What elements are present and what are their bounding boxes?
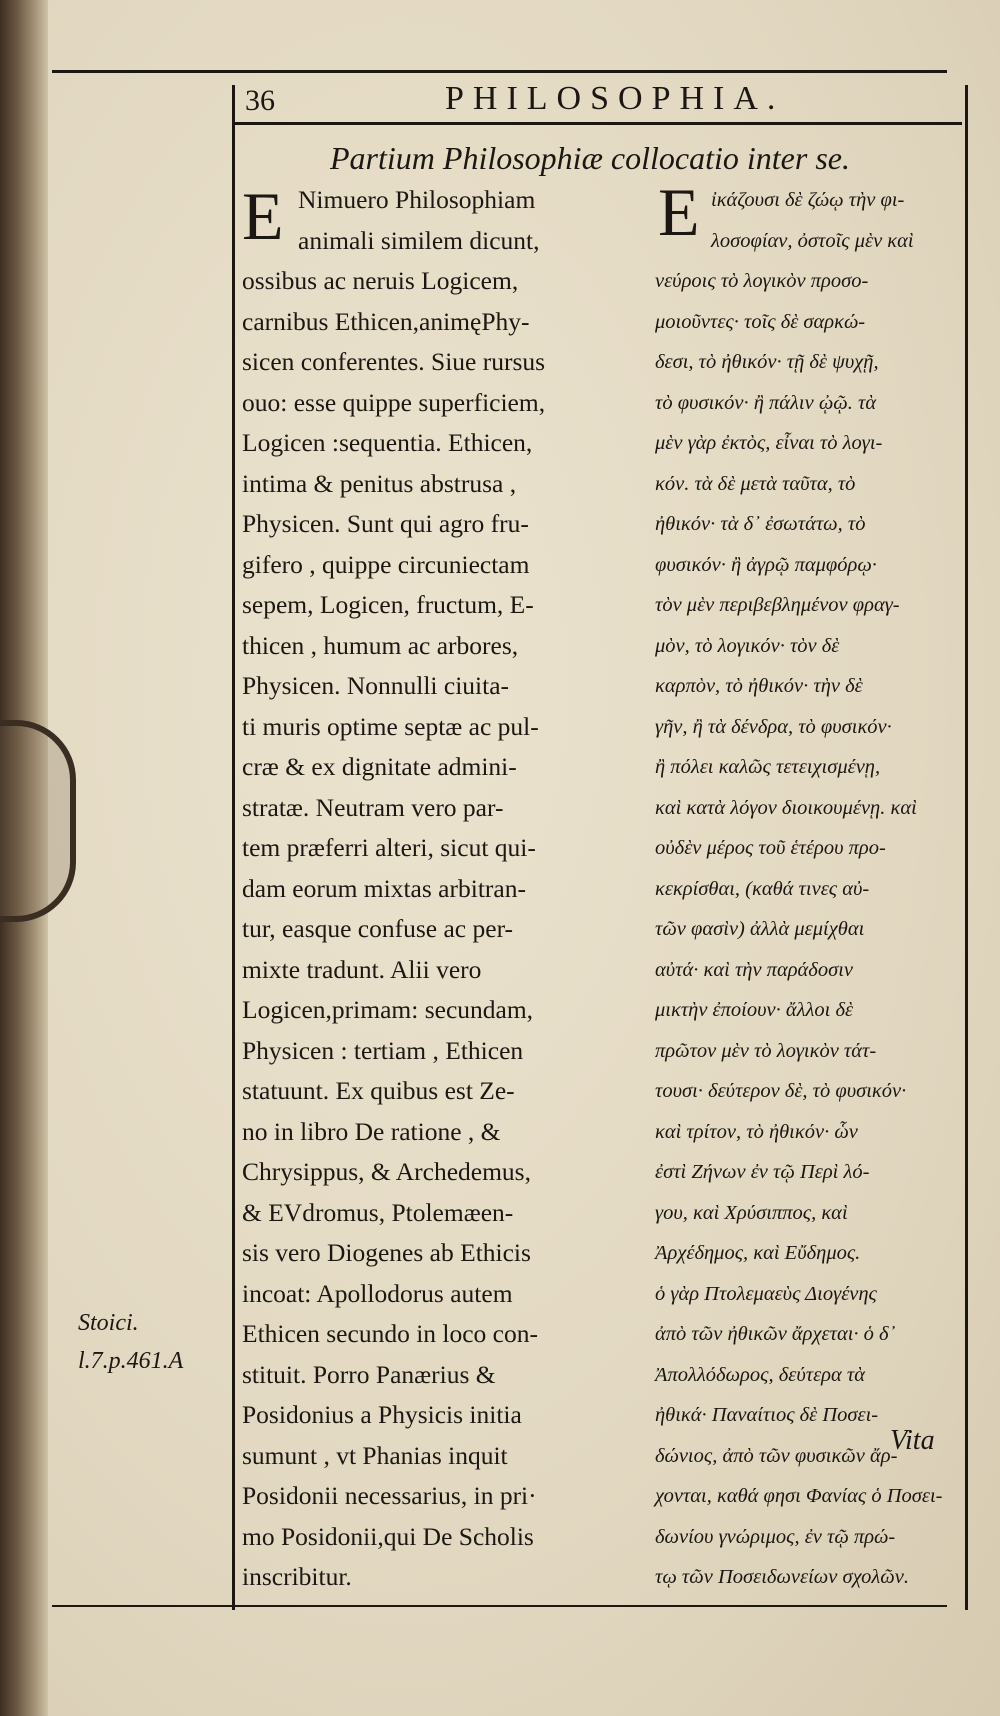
greek-line: τὸ φυσικόν· ἢ πάλιν ᾠῷ. τὰ <box>655 391 877 414</box>
latin-line: Physicen : tertiam , Ethicen <box>242 1035 524 1065</box>
greek-line: οὐδὲν μέρος τοῦ ἑτέρου προ- <box>655 837 886 859</box>
latin-line: stituit. Porro Panærius & <box>242 1359 496 1389</box>
greek-line: χονται, καθά φησι Φανίας ὁ Ποσει- <box>655 1485 943 1507</box>
greek-line: καὶ τρίτον, τὸ ἠθικόν· ὧν <box>655 1120 858 1143</box>
greek-line: γου, καὶ Χρύσιππος, καὶ <box>655 1201 848 1224</box>
greek-line: μὸν, τὸ λογικόν· τὸν δὲ <box>655 634 840 657</box>
latin-line: sicen conferentes. Siue rursus <box>242 347 546 376</box>
latin-line: animali similem dicunt, <box>298 225 540 255</box>
greek-line: καρπὸν, τὸ ἠθικόν· τὴν δὲ <box>655 675 863 697</box>
latin-line: Physicen. Nonnulli ciuita- <box>242 671 510 700</box>
greek-line: ἰκάζουσι δὲ ζώῳ τὴν φι- <box>711 189 905 211</box>
margin-note-stoici: Stoici. <box>78 1310 139 1336</box>
greek-line: τῳ τῶν Ποσειδωνείων σχολῶν. <box>655 1566 910 1588</box>
outer-column-rule <box>965 85 968 1610</box>
latin-line: Ethicen secundo in loco con- <box>242 1319 538 1348</box>
latin-line: Logicen,primam: secundam, <box>242 995 534 1024</box>
greek-line: κεκρίσθαι, (καθά τινες αὐ- <box>655 877 870 900</box>
greek-line: γῆν, ἢ τὰ δένδρα, τὸ φυσικόν· <box>655 715 892 738</box>
latin-line: dam eorum mixtas arbitran- <box>242 873 526 903</box>
latin-line: tur, easque confuse ac per- <box>242 914 514 943</box>
latin-line: ouo: esse quippe superficiem, <box>242 387 546 417</box>
greek-line: τουσι· δεύτερον δὲ, τὸ φυσικόν· <box>655 1080 907 1102</box>
greek-line: ἠθικόν· τὰ δ᾽ ἐσωτάτω, τὸ <box>655 513 866 535</box>
latin-line: & EVdromus, Ptolemæen- <box>242 1197 514 1227</box>
latin-line: cræ & ex dignitate admini- <box>242 752 517 781</box>
greek-line: τὸν μὲν περιβεβλημένον φραγ- <box>655 594 900 616</box>
latin-line: Posidonii necessarius, in pri· <box>242 1481 537 1510</box>
greek-line: ἐστὶ Ζήνων ἐν τῷ Περὶ λό- <box>655 1161 870 1183</box>
catchword: Vita <box>890 1425 935 1456</box>
latin-line: ti muris optime septæ ac pul- <box>242 711 539 741</box>
greek-line: ἢ πόλει καλῶς τετειχισμένῃ, <box>655 756 881 778</box>
latin-line: mixte tradunt. Alii vero <box>242 954 482 984</box>
book-clasp <box>0 720 76 922</box>
greek-drop-cap: E <box>658 174 700 250</box>
inner-column-rule <box>232 85 235 1610</box>
greek-line: καὶ κατὰ λόγον διοικουμένῃ. καὶ <box>655 796 917 819</box>
greek-line: τῶν φασὶν) ἀλλὰ μεμίχθαι <box>655 918 865 940</box>
greek-line: δωνίου γνώριμος, ἐν τῷ πρώ- <box>655 1525 896 1548</box>
greek-line: νεύροις τὸ λογικὸν προσο- <box>655 270 869 292</box>
latin-line: intima & penitus abstrusa , <box>242 468 517 498</box>
greek-line: μὲν γὰρ ἐκτὸς, εἶναι τὸ λογι- <box>655 432 883 454</box>
margin-note-reference: l.7.p.461.A <box>78 1348 184 1374</box>
greek-line: φυσικόν· ἢ ἀγρῷ παμφόρῳ· <box>655 553 877 576</box>
greek-line: πρῶτον μὲν τὸ λογικὸν τάτ- <box>655 1039 877 1062</box>
greek-line: λοσοφίαν, ὀστοῖς μὲν καὶ <box>711 229 914 252</box>
greek-line: δεσι, τὸ ἠθικόν· τῇ δὲ ψυχῇ, <box>655 351 879 373</box>
latin-line: ossibus ac neruis Logicem, <box>242 266 519 295</box>
latin-line: mo Posidonii,qui De Scholis <box>242 1521 534 1551</box>
latin-line: thicen , humum ac arbores, <box>242 630 519 660</box>
top-rule <box>52 70 947 73</box>
latin-line: carnibus Ethicen,animęPhy- <box>242 306 530 336</box>
latin-line: sepem, Logicen, fructum, E- <box>242 590 534 619</box>
greek-line: ὁ γὰρ Πτολεμαεὺς Διογένης <box>655 1282 877 1305</box>
latin-line: statuunt. Ex quibus est Ze- <box>242 1076 515 1105</box>
greek-text-column <box>655 174 960 1598</box>
latin-line: sumunt , vt Phanias inquit <box>242 1440 508 1470</box>
greek-line: αὐτά· καὶ τὴν παράδοσιν <box>655 958 853 981</box>
latin-line: Chrysippus, & Archedemus, <box>242 1157 531 1186</box>
greek-line: δώνιος, ἀπὸ τῶν φυσικῶν ἄρ- <box>655 1444 898 1467</box>
latin-line: Nimuero Philosophiam <box>298 185 536 214</box>
greek-line: Ἀπολλόδωρος, δεύτερα τὰ <box>655 1363 865 1386</box>
section-heading: Partium Philosophiæ collocatio inter se. <box>330 140 850 176</box>
greek-line: κόν. τὰ δὲ μετὰ ταῦτα, τὸ <box>655 472 856 495</box>
greek-line: ἠθικά· Παναίτιος δὲ Ποσει- <box>655 1404 879 1426</box>
greek-line: μοιοῦντες· τοῖς δὲ σαρκώ- <box>655 310 866 333</box>
latin-line: stratæ. Neutram vero par- <box>242 792 504 822</box>
latin-line: Logicen :sequentia. Ethicen, <box>242 428 533 457</box>
latin-drop-cap: E <box>242 178 284 254</box>
latin-text-column <box>242 180 627 1598</box>
latin-line: gifero , quippe circuniectam <box>242 549 530 579</box>
header-rule <box>232 122 962 125</box>
latin-line: Physicen. Sunt qui agro fru- <box>242 509 529 538</box>
greek-line: Ἀρχέδημος, καὶ Εὔδημος. <box>655 1242 861 1264</box>
bottom-rule <box>52 1605 947 1607</box>
page-number: 36 <box>245 84 275 117</box>
latin-line: no in libro De ratione , & <box>242 1116 501 1146</box>
latin-line: sis vero Diogenes ab Ethicis <box>242 1238 531 1267</box>
latin-line: Posidonius a Physicis initia <box>242 1400 522 1429</box>
greek-line: ἀπὸ τῶν ἠθικῶν ἄρχεται· ὁ δ᾽ <box>655 1323 896 1345</box>
latin-line: inscribitur. <box>242 1562 352 1591</box>
greek-line: μικτὴν ἐποίουν· ἄλλοι δὲ <box>655 999 854 1021</box>
latin-line: incoat: Apollodorus autem <box>242 1278 513 1308</box>
latin-line: tem præferri alteri, sicut qui- <box>242 833 536 862</box>
running-title: PHILOSOPHIA. <box>445 80 785 117</box>
